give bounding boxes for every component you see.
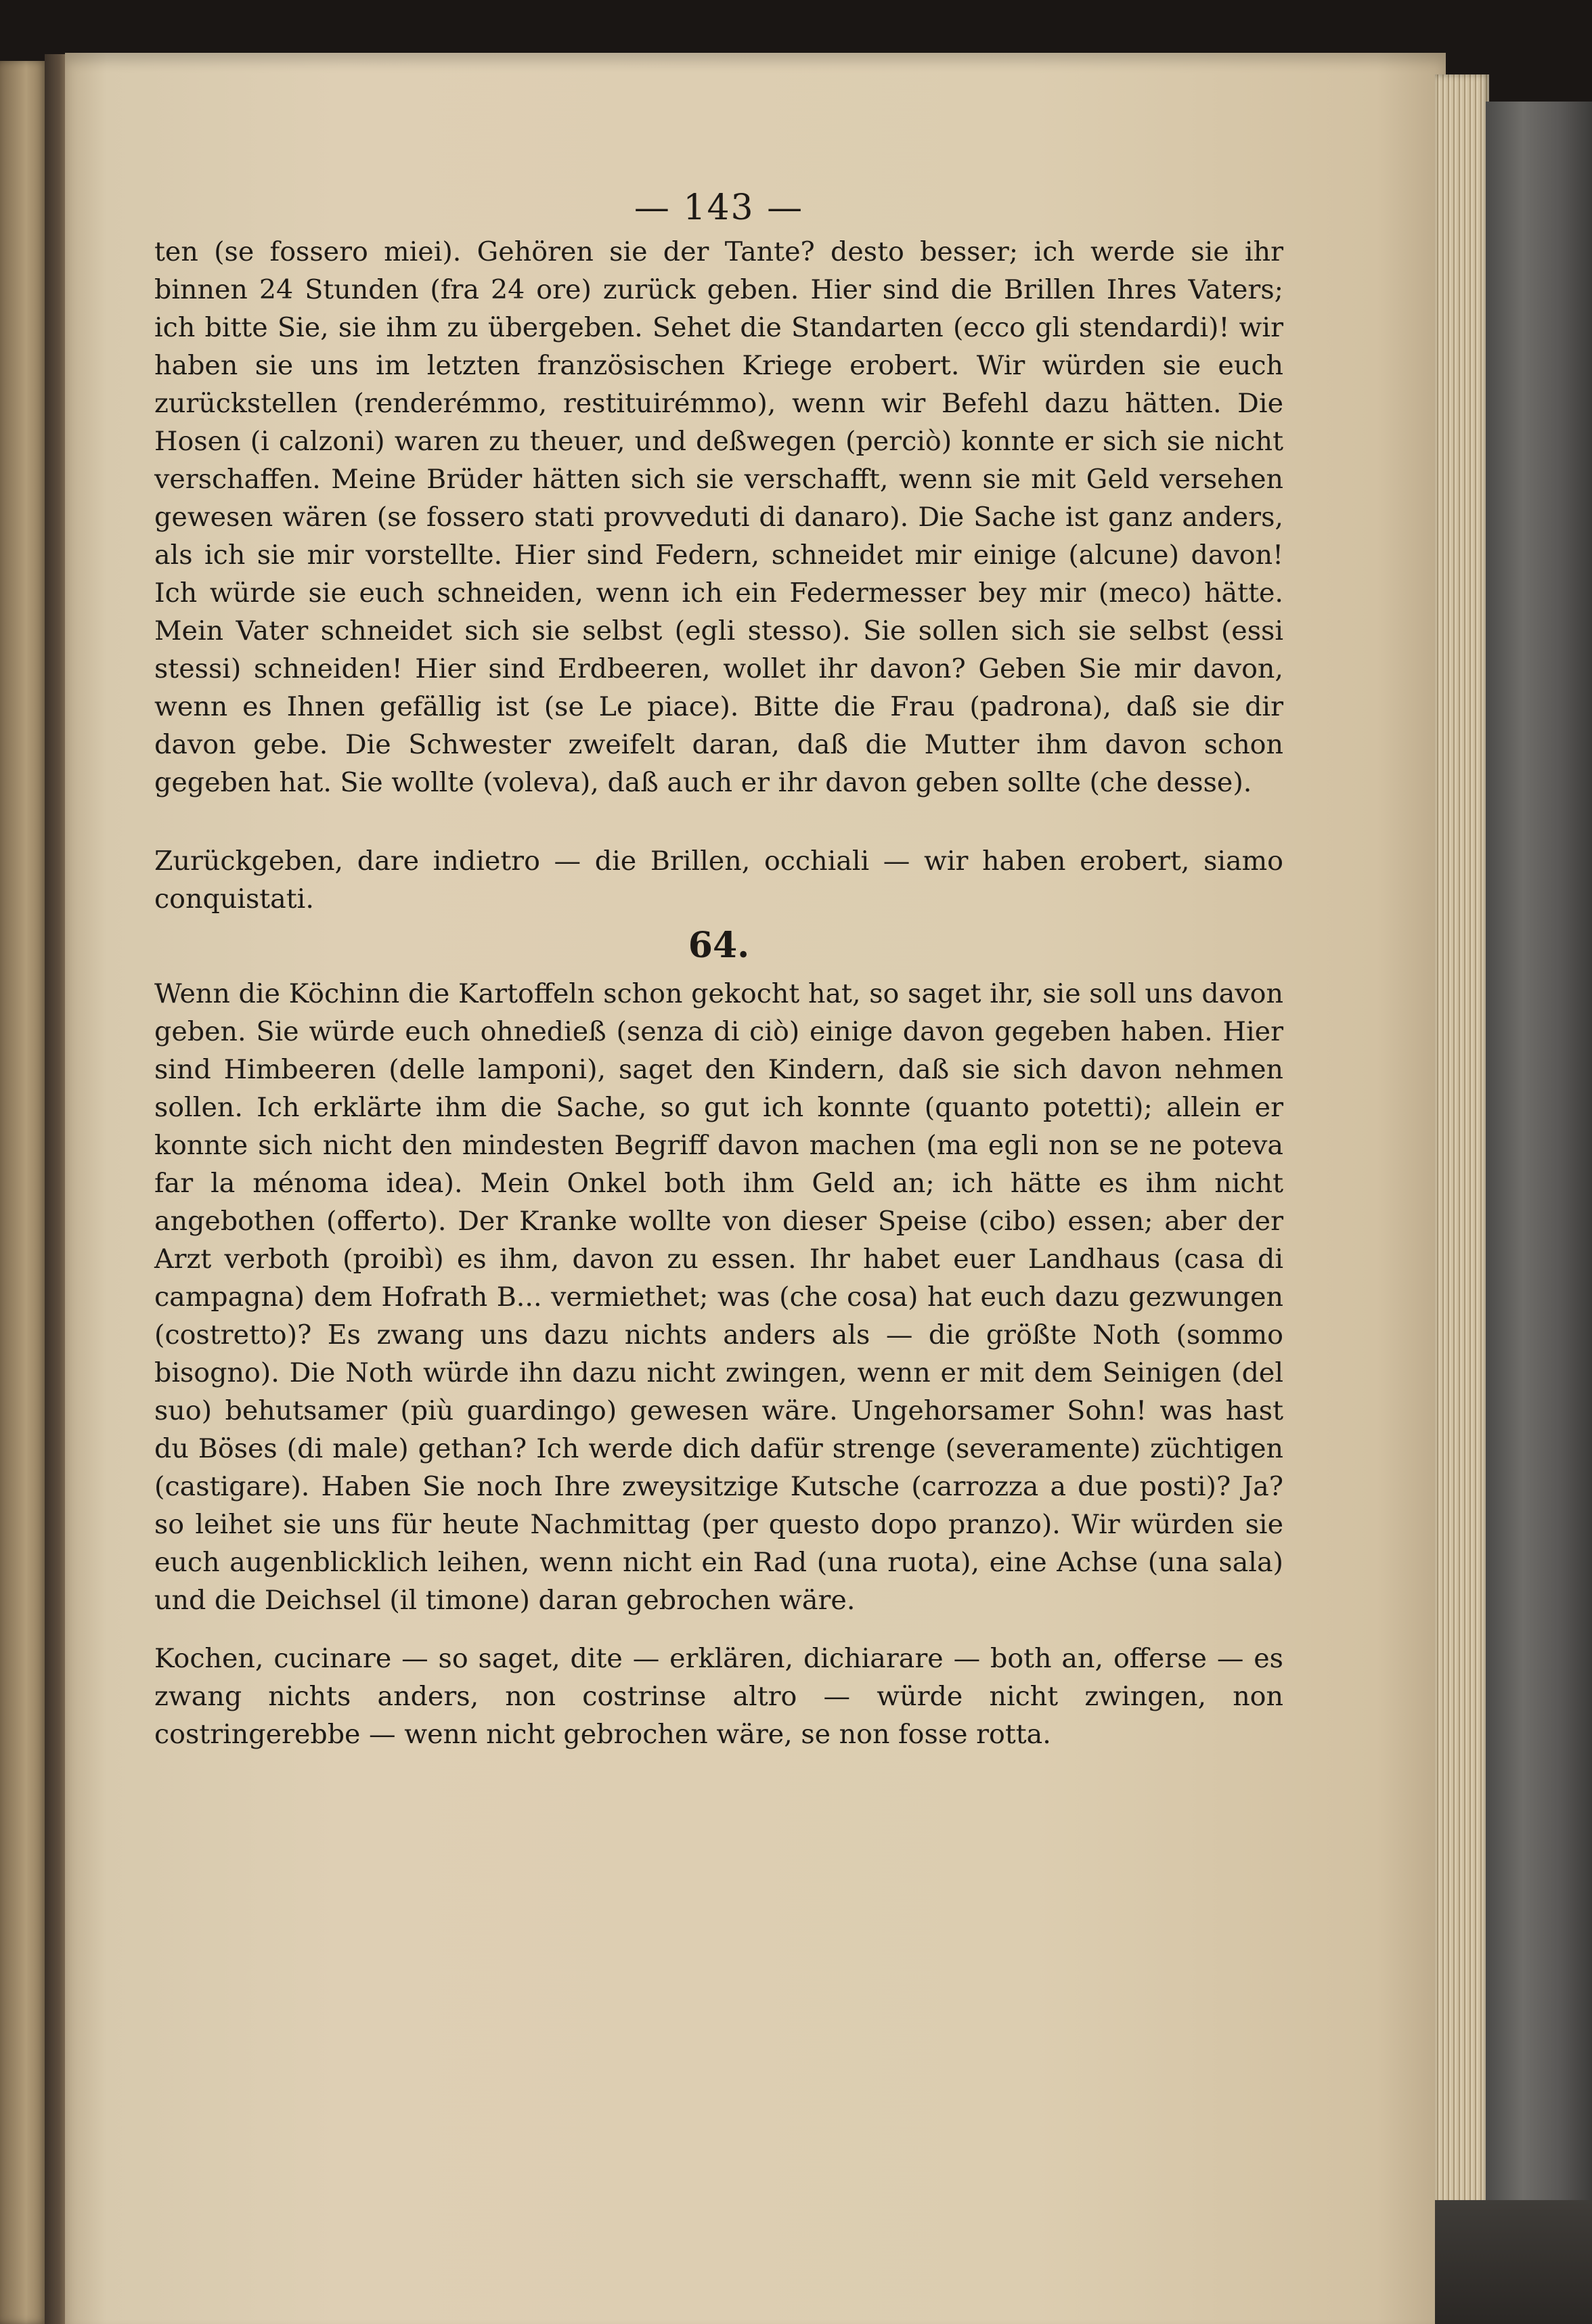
header-dash-left: —: [634, 188, 671, 228]
paragraph-exercise-64: Wenn die Köchinn die Kartoffeln schon gekocht hat, so saget ihr, sie soll uns davon geben. Sie würde euch ohnedieß (senza di ciò) einige davon gegeben haben. Hier sind Himbeeren (delle lamponi), saget den Kindern, daß sie sich davon nehmen sollen. Ich erklärte ihm die Sache, so gut ich konnte (quanto potetti); allein er konnte sich nicht den mindesten Begriff davon machen (ma egli non se ne poteva far la ménoma idea). Mein Onkel both ihm Geld an; ich hätte es ihm nicht angebothen (offerto). Der Kranke wollte von dieser Speise (cibo) essen; aber der Arzt verboth (proibì) es ihm, davon zu essen. Ihr habet euer Landhaus (casa di campagna) dem Hofrath B... vermiethet; was (che cosa) hat euch dazu gezwungen (costretto)? Es zwang uns dazu nichts anders als — die größte Noth (sommo bisogno). Die Noth würde ihn dazu nicht zwingen, wenn er mit dem Seinigen (del suo) behutsamer (più guardingo) gewesen wäre. Ungehorsamer Sohn! was hast du Böses (di male) gethan? Ich werde dich dafür strenge (severamente) züchtigen (castigare). Haben Sie noch Ihre zweysitzige Kutsche (carrozza a due posti)? Ja? so leihet sie uns für heute Nachmittag (per questo dopo pranzo). Wir würden sie euch augenblicklich leihen, wenn nicht ein Rad (una ruota), eine Achse (una sala) und die Deichsel (il timone) daran gebrochen wäre.: [154, 978, 1283, 1616]
previous-page-edge: [0, 61, 47, 2324]
book-cover-bottom: [1435, 2200, 1592, 2324]
page-number: 143: [683, 188, 755, 228]
paragraph-vocabulary-note-64: Kochen, cucinare — so saget, dite — erklären, dichiarare — both an, offerse — es zwang nichts anders, non costrinse altro — würde nicht zwingen, non costringerebbe — wenn nicht gebrochen wäre, se non fosse rotta.: [154, 1643, 1283, 1750]
paragraph-vocabulary-note: Zurückgeben, dare indietro — die Brillen, occhiali — wir haben erobert, siamo conquistati.: [154, 846, 1283, 915]
paragraph-exercise-text: ten (se fossero miei). Gehören sie der Tante? desto besser; ich werde sie ihr binnen 24 Stunden (fra 24 ore) zurück geben. Hier sind die Brillen Ihres Vaters; ich bitte Sie, sie ihm zu übergeben. Sehet die Standarten (ecco gli stendardi)! wir haben sie uns im letzten französischen Kriege erobert. Wir würden sie euch zurückstellen (renderémmo, restituirémmo), wenn wir Befehl dazu hätten. Die Hosen (i calzoni) waren zu theuer, und deßwegen (perciò) konnte er sich sie nicht verschaffen. Meine Brüder hätten sich sie verschafft, wenn sie mit Geld versehen gewesen wären (se fossero stati provveduti di danaro). Die Sache ist ganz anders, als ich sie mir vorstellte. Hier sind Federn, schneidet mir einige (alcune) davon! Ich würde sie euch schneiden, wenn ich ein Federmesser bey mir (meco) hätte. Mein Vater schneidet sich sie selbst (egli stesso). Sie sollen sich sie selbst (essi stessi) schneiden! Hier sind Erdbeeren, wollet ihr davon? Geben Sie mir davon, wenn es Ihnen gefällig ist (se Le piace). Bitte die Frau (padrona), daß sie dir davon gebe. Die Schwester zweifelt daran, daß die Mutter ihm davon schon gegeben hat. Sie wollte (voleva), daß auch er ihr davon geben sollte (che desse).: [154, 236, 1283, 798]
book-cover-edge: [1486, 102, 1592, 2324]
header-dash-right: —: [767, 188, 804, 228]
section-number: 64.: [688, 925, 750, 966]
page-stack-edges: [1435, 74, 1489, 2207]
page-header: [154, 183, 1283, 233]
page-text-block: [154, 183, 1283, 1753]
